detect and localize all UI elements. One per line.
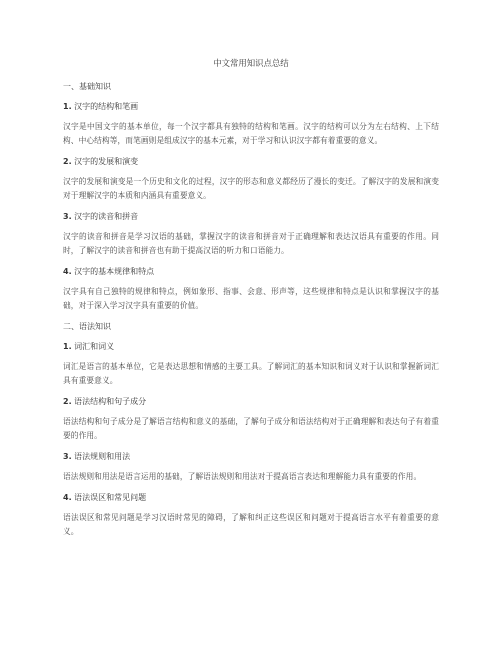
subsection-heading	[63, 101, 439, 112]
subsection-title: 汉字的读音和拼音	[74, 212, 139, 221]
subsection-number: 1.	[63, 342, 72, 351]
subsection-paragraph: 汉字是中国文字的基本单位，每一个汉字都具有独特的结构和笔画。汉字的结构可以分为左右结构、上下结构、中心结构等，而笔画则是组成汉字的基本元素，对于学习和认识汉字都有着重要的意义。	[63, 122, 439, 145]
subsection-paragraph: 汉字的发展和演变是一个历史和文化的过程，汉字的形态和意义都经历了漫长的变迁。了解汉字的发展和演变对于理解汉字的本质和内涵具有重要意义。	[63, 177, 439, 200]
subsection-title: 语法规则和用法	[74, 452, 131, 461]
subsection-number: 2.	[63, 397, 72, 406]
subsection-heading	[63, 492, 439, 503]
subsection-paragraph: 汉字的读音和拼音是学习汉语的基础，掌握汉字的读音和拼音对于正确理解和表达汉语具有重要的作用。同时，了解汉字的读音和拼音也有助于提高汉语的听力和口语能力。	[63, 232, 439, 255]
subsection-title: 词汇和词义	[74, 342, 115, 351]
subsection-heading	[63, 396, 439, 407]
section-heading: 一、基础知识	[63, 82, 111, 91]
subsection-number: 1.	[63, 102, 72, 111]
section-heading: 二、语法知识	[63, 322, 111, 331]
subsection-number: 3.	[63, 452, 72, 461]
subsection	[63, 266, 439, 313]
subsection-paragraph: 语法结构和句子成分是了解语言结构和意义的基础，了解句子成分和语法结构对于正确理解和表达句子有着重要的作用。	[63, 417, 439, 440]
section-grammar-knowledge	[63, 321, 439, 539]
subsection-title: 汉字的基本规律和特点	[74, 267, 155, 276]
subsection	[63, 156, 439, 203]
subsection-paragraph: 词汇是语言的基本单位，它是表达思想和情感的主要工具。了解词汇的基本知识和词义对于认识和掌握新词汇具有重要意义。	[63, 362, 439, 385]
subsection-title: 语法结构和句子成分	[74, 397, 147, 406]
subsection	[63, 451, 439, 484]
subsection	[63, 211, 439, 258]
subsection-title: 汉字的结构和笔画	[74, 102, 139, 111]
subsection-paragraph: 语法规则和用法是语言运用的基础，了解语法规则和用法对于提高语言表达和理解能力具有重要的作用。	[63, 472, 422, 481]
subsection-paragraph: 语法误区和常见问题是学习汉语时常见的障碍，了解和纠正这些误区和问题对于提高语言水平有着重要的意义。	[63, 513, 439, 536]
subsection-number: 4.	[63, 267, 72, 276]
section-basic-knowledge	[63, 81, 439, 313]
subsection-number: 2.	[63, 157, 72, 166]
subsection-heading	[63, 156, 439, 167]
subsection	[63, 492, 439, 539]
subsection-title: 汉字的发展和演变	[74, 157, 139, 166]
subsection-heading	[63, 266, 439, 277]
subsection-heading	[63, 451, 439, 462]
subsection-heading	[63, 341, 439, 352]
subsection-number: 4.	[63, 493, 72, 502]
document-title: 中文常用知识点总结	[213, 58, 289, 68]
subsection-title: 语法误区和常见问题	[74, 493, 147, 502]
subsection	[63, 396, 439, 443]
subsection	[63, 341, 439, 388]
subsection-number: 3.	[63, 212, 72, 221]
subsection-heading	[63, 211, 439, 222]
subsection-paragraph: 汉字具有自己独特的规律和特点，例如象形、指事、会意、形声等，这些规律和特点是认识和掌握汉字的基础，对于深入学习汉字具有重要的价值。	[63, 287, 439, 310]
subsection	[63, 101, 439, 148]
